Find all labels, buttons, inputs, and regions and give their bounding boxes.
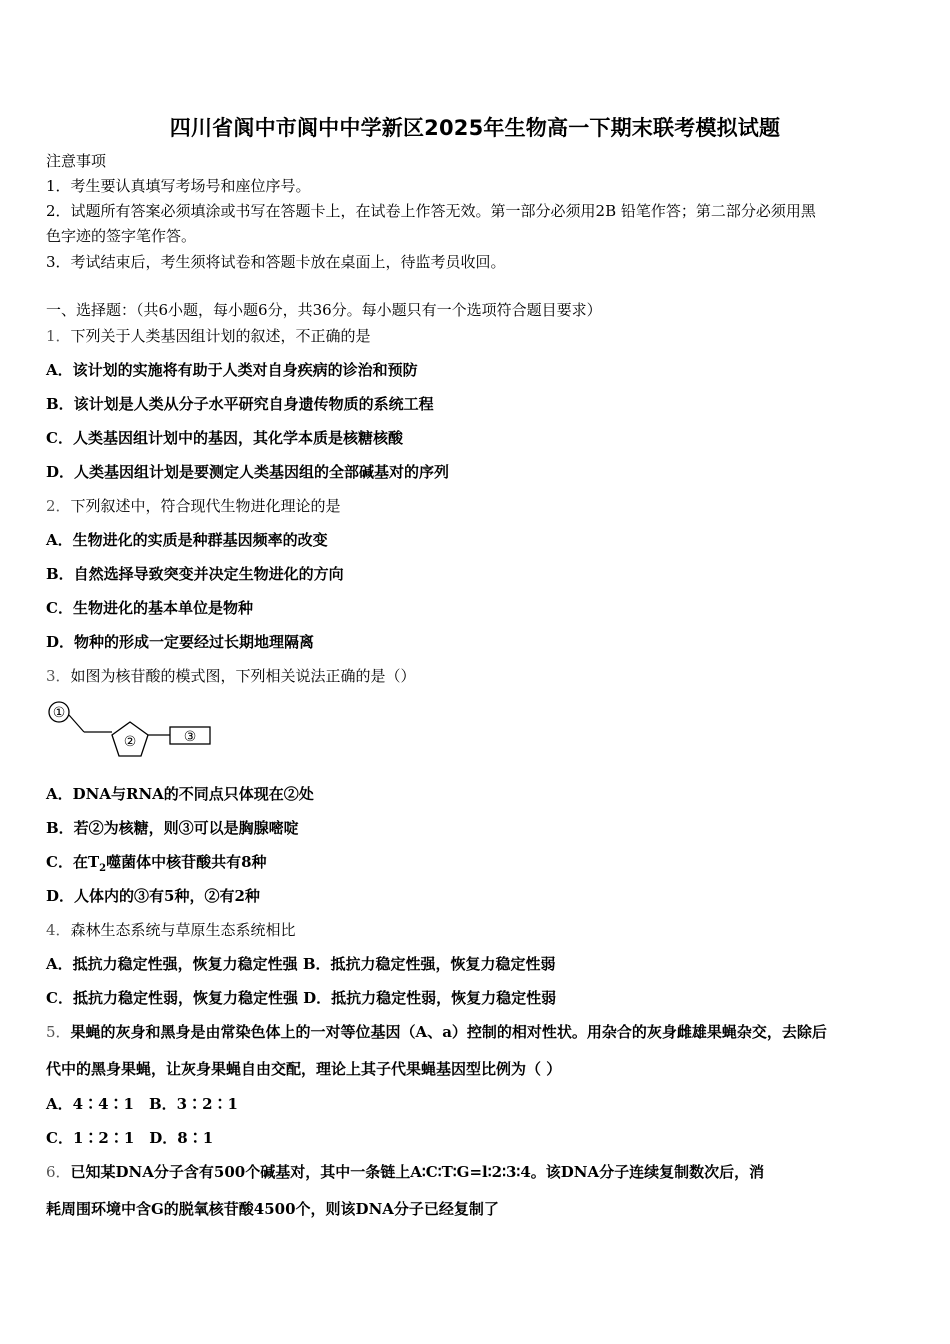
question-2-stem	[46, 496, 908, 516]
question-5-stem-cont: 代中的黑身果蝇，让灰身果蝇自由交配，理论上其子代果蝇基因型比例为（ ）	[46, 1060, 562, 1078]
phosphate-bond-line	[69, 715, 84, 732]
question-text: 果蝇的灰身和黑身是由常染色体上的一对等位基因（A、a）控制的相对性状。用杂合的灰身雌雄果蝇杂交，去除后	[70, 1023, 827, 1041]
q3-option-c-suffix: 噬菌体中核苷酸共有8种	[106, 853, 267, 871]
q3-option-c-prefix: C．在T	[46, 853, 100, 871]
q3-option-a: A．DNA与RNA的不同点只体现在②处	[46, 785, 314, 803]
q1-option-d: D．人类基因组计划是要测定人类基因组的全部碱基对的序列	[46, 463, 450, 481]
question-number: 4．	[46, 921, 71, 939]
question-number: 3．	[46, 667, 71, 685]
question-6-stem-cont: 耗周围环境中含G的脱氧核苷酸4500个，则该DNA分子已经复制了	[46, 1200, 499, 1218]
question-3-stem	[46, 666, 908, 686]
notice-item-2-cont: 色字迹的签字笔作答。	[46, 227, 197, 245]
q1-option-c: C．人类基因组计划中的基因，其化学本质是核糖核酸	[46, 429, 403, 447]
q3-option-c-subscript: 2	[99, 863, 107, 874]
q2-option-a: A．生物进化的实质是种群基因频率的改变	[46, 531, 328, 549]
label-1: ①	[52, 705, 66, 721]
question-6-stem	[46, 1162, 908, 1182]
section-heading: 一、选择题：（共6小题，每小题6分，共36分。每小题只有一个选项符合题目要求）	[46, 301, 602, 319]
label-3: ③	[183, 729, 197, 745]
question-number: 5．	[46, 1023, 71, 1041]
question-text: 森林生态系统与草原生态系统相比	[70, 921, 296, 939]
page-title: 四川省阆中市阆中中学新区2025年生物高一下期末联考模拟试题	[169, 116, 781, 140]
question-number: 2．	[46, 497, 71, 515]
question-5-stem	[46, 1022, 908, 1042]
q4-options-cd: C．抵抗力稳定性弱，恢复力稳定性强 D．抵抗力稳定性弱，恢复力稳定性弱	[46, 989, 557, 1007]
question-number: 1．	[46, 327, 71, 345]
notice-item-2: 2．试题所有答案必须填涂或书写在答题卡上，在试卷上作答无效。第一部分必须用2B 铅笔作答；第二部分必须用黑	[46, 202, 816, 220]
q4-options-ab: A．抵抗力稳定性强，恢复力稳定性强 B．抵抗力稳定性强，恢复力稳定性弱	[46, 955, 556, 973]
q2-option-b: B．自然选择导致突变并决定生物进化的方向	[46, 565, 344, 583]
q2-option-c: C．生物进化的基本单位是物种	[46, 599, 253, 617]
question-text: 已知某DNA分子含有500个碱基对，其中一条链上A∶C∶T∶G=l∶2∶3∶4。该DNA分子连续复制数次后，消	[70, 1163, 765, 1181]
notice-item-1: 1．考生要认真填写考场号和座位序号。	[46, 177, 311, 195]
q5-options-cd: C．1∶2∶1 D．8∶1	[46, 1129, 214, 1147]
q1-option-a: A．该计划的实施将有助于人类对自身疾病的诊治和预防	[46, 361, 418, 379]
nucleotide-diagram	[44, 700, 219, 764]
question-1-stem	[46, 326, 908, 346]
notice-heading: 注意事项	[46, 152, 107, 170]
q2-option-d: D．物种的形成一定要经过长期地理隔离	[46, 633, 315, 651]
question-number: 6．	[46, 1163, 71, 1181]
question-text: 下列关于人类基因组计划的叙述，不正确的是	[70, 327, 371, 345]
q3-option-c	[46, 852, 908, 879]
question-4-stem	[46, 920, 908, 940]
question-text: 下列叙述中，符合现代生物进化理论的是	[70, 497, 341, 515]
notice-item-3: 3．考试结束后，考生须将试卷和答题卡放在桌面上，待监考员收回。	[46, 253, 506, 271]
question-text: 如图为核苷酸的模式图，下列相关说法正确的是（）	[70, 667, 416, 685]
q3-option-d: D．人体内的③有5种，②有2种	[46, 887, 260, 905]
q5-options-ab: A．4∶4∶1 B．3∶2∶1	[46, 1095, 238, 1113]
label-2: ②	[123, 734, 137, 750]
q3-option-b: B．若②为核糖，则③可以是胸腺嘧啶	[46, 819, 299, 837]
q1-option-b: B．该计划是人类从分子水平研究自身遗传物质的系统工程	[46, 395, 434, 413]
